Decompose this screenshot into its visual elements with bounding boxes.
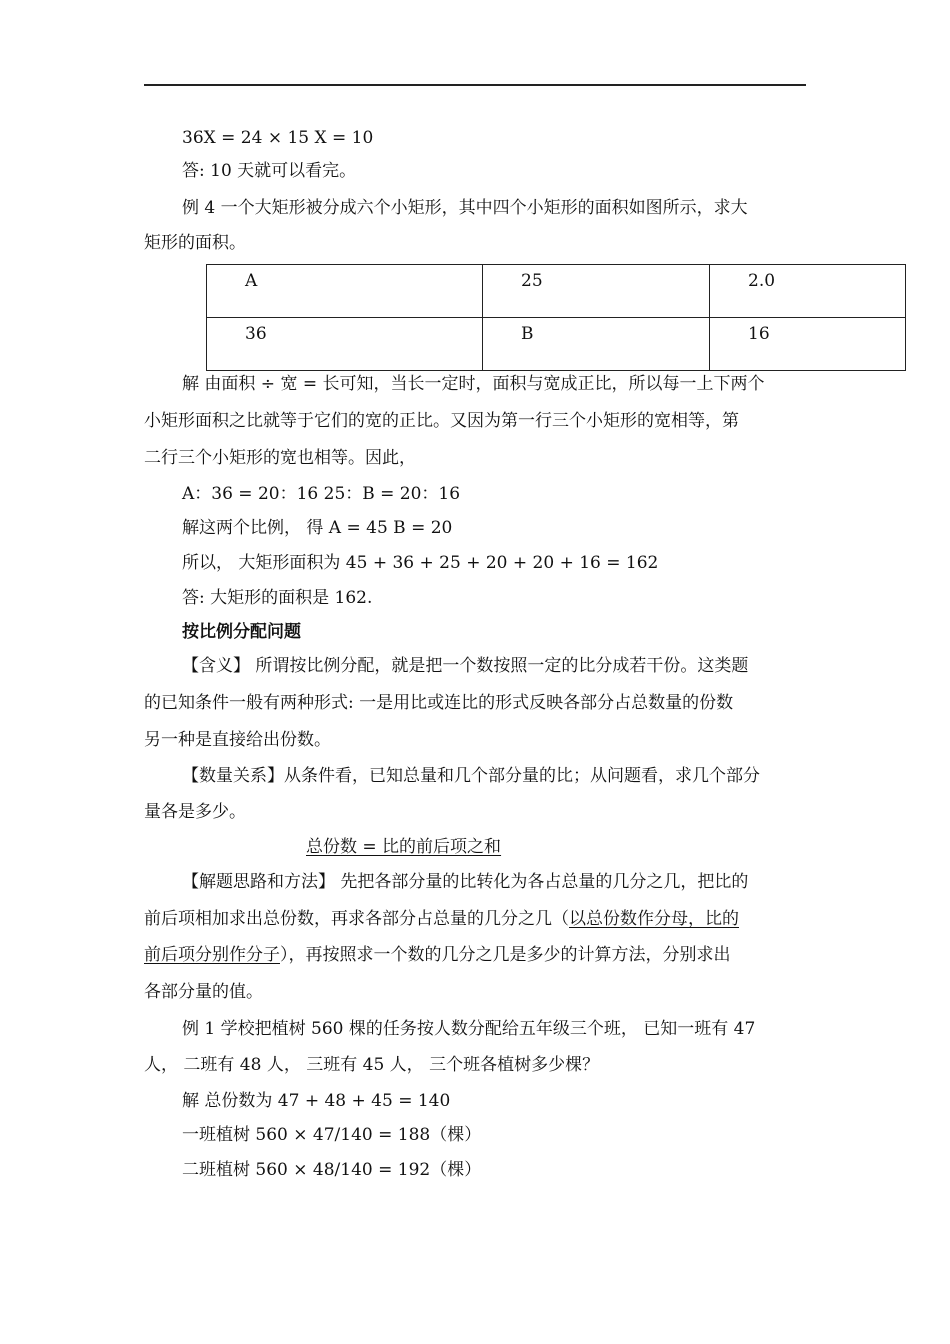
method-cont-1 bbox=[144, 908, 739, 930]
table-row bbox=[207, 318, 906, 371]
table-cell: B bbox=[483, 318, 710, 371]
total-parts-line: 解 总份数为 47 + 48 + 45 = 140 bbox=[182, 1091, 451, 1111]
table-cell: 36 bbox=[207, 318, 483, 371]
meaning-line: 【含义】 所谓按比例分配，就是把一个数按照一定的比分成若干份。这类题 bbox=[182, 656, 749, 676]
equation-line: 36X = 24 × 15 X = 10 bbox=[182, 128, 374, 148]
table-cell: 16 bbox=[710, 318, 906, 371]
answer-line-2: 答: 大矩形的面积是 162. bbox=[182, 588, 373, 608]
example-1-cont: 人， 二班有 48 人， 三班有 45 人， 三个班各植树多少棵？ bbox=[144, 1055, 600, 1075]
example-1-line: 例 1 学校把植树 560 棵的任务按人数分配给五年级三个班， 已知一班有 47 bbox=[182, 1019, 756, 1039]
method-text-2: ），再按照求一个数的几分之几是多少的计算方法，分别求出 bbox=[280, 945, 731, 965]
solve-line: 解这两个比例， 得 A = 45 B = 20 bbox=[182, 518, 453, 538]
header-rule bbox=[144, 84, 806, 86]
formula-line: 总份数 = 比的前后项之和 bbox=[306, 837, 502, 857]
example-4-line: 例 4 一个大矩形被分成六个小矩形，其中四个小矩形的面积如图所示，求大 bbox=[182, 198, 748, 218]
method-underlined: 以总份数作分母，比的 bbox=[569, 909, 739, 929]
method-underlined-2: 前后项分别作分子 bbox=[144, 945, 280, 965]
meaning-cont-1: 的已知条件一般有两种形式: 一是用比或连比的形式反映各部分占总数量的份数 bbox=[144, 693, 734, 713]
section-heading: 按比例分配问题 bbox=[182, 622, 301, 642]
method-cont-2 bbox=[144, 944, 731, 966]
ratio-line: A：36 = 20：16 25：B = 20：16 bbox=[182, 484, 461, 504]
example-4-cont: 矩形的面积。 bbox=[144, 233, 246, 253]
solution-cont-2: 二行三个小矩形的宽也相等。因此， bbox=[144, 448, 416, 468]
class-1-line: 一班植树 560 × 47/140 = 188（棵） bbox=[182, 1125, 482, 1145]
table-cell: 2.0 bbox=[710, 265, 906, 318]
relation-cont: 量各是多少。 bbox=[144, 802, 246, 822]
method-cont-3: 各部分量的值。 bbox=[144, 982, 263, 1002]
table-cell: 25 bbox=[483, 265, 710, 318]
table-cell: A bbox=[207, 265, 483, 318]
method-text: 前后项相加求出总份数，再求各部分占总量的几分之几（ bbox=[144, 909, 569, 929]
solution-cont-1: 小矩形面积之比就等于它们的宽的正比。又因为第一行三个小矩形的宽相等，第 bbox=[144, 411, 739, 431]
area-sum-line: 所以， 大矩形面积为 45 + 36 + 25 + 20 + 20 + 16 = 162 bbox=[182, 553, 659, 573]
rectangle-table bbox=[206, 264, 906, 371]
method-line: 【解题思路和方法】 先把各部分量的比转化为各占总量的几分之几，把比的 bbox=[182, 872, 749, 892]
answer-line: 答: 10 天就可以看完。 bbox=[182, 161, 357, 181]
class-2-line: 二班植树 560 × 48/140 = 192（棵） bbox=[182, 1160, 482, 1180]
meaning-cont-2: 另一种是直接给出份数。 bbox=[144, 730, 331, 750]
table-row bbox=[207, 265, 906, 318]
relation-line: 【数量关系】从条件看，已知总量和几个部分量的比；从问题看，求几个部分 bbox=[182, 766, 760, 786]
solution-line: 解 由面积 ÷ 宽 = 长可知，当长一定时，面积与宽成正比，所以每一上下两个 bbox=[182, 374, 765, 394]
